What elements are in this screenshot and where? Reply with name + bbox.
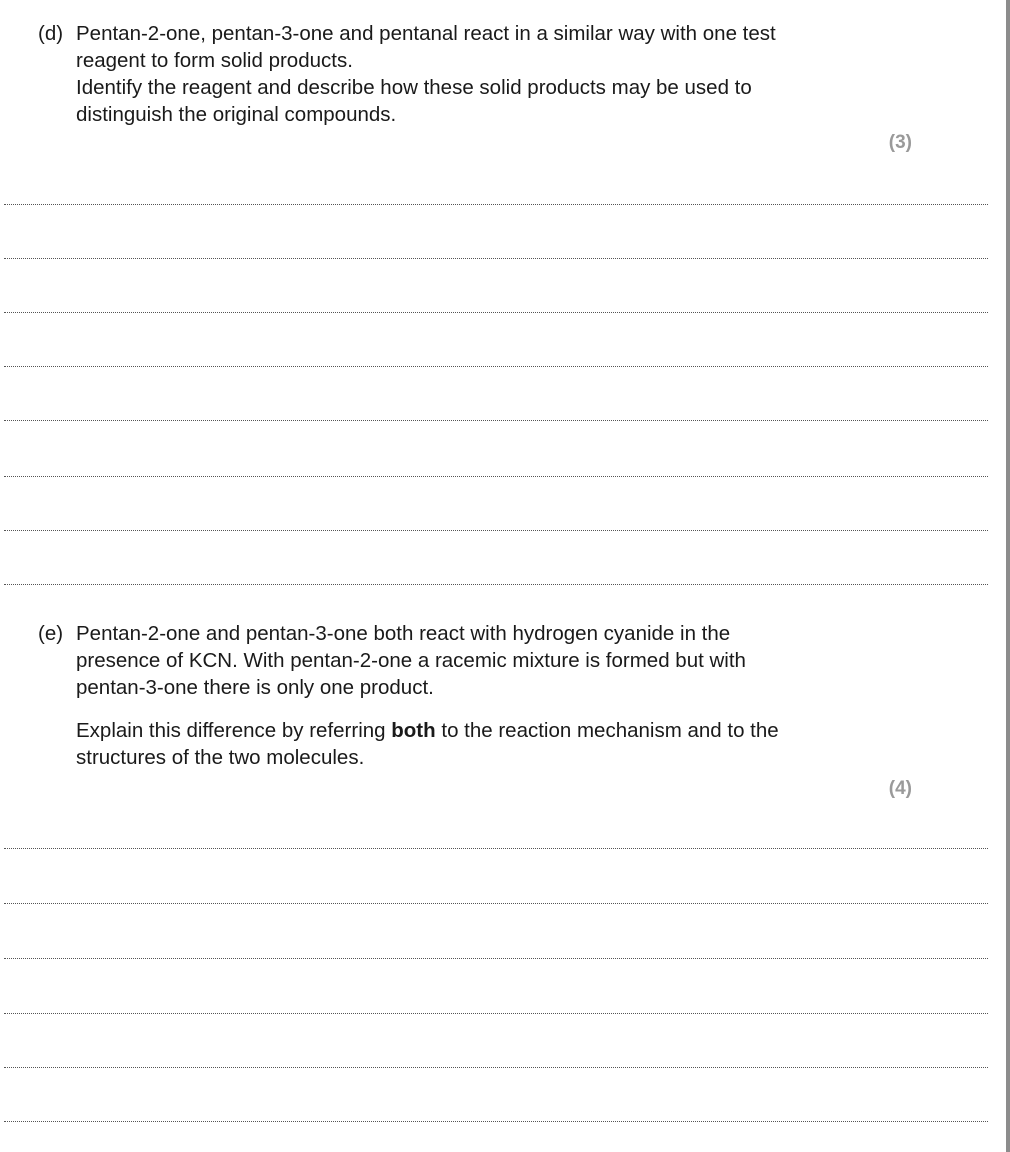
question-e-line-4-pre: Explain this difference by referring: [76, 719, 392, 742]
answer-line-d-8[interactable]: [4, 584, 988, 585]
question-d-line-4: distinguish the original compounds.: [76, 103, 397, 126]
question-e-line-1: Pentan-2-one and pentan-3-one both react with hydrogen cyanide in the: [76, 622, 731, 645]
answer-line-e-2[interactable]: [4, 903, 988, 904]
answer-line-e-4[interactable]: [4, 1013, 988, 1014]
question-e-marks: (4): [888, 778, 912, 799]
question-e-line-4: [76, 717, 858, 744]
question-d-line-1: Pentan-2-one, pentan-3-one and pentanal react in a similar way with one test: [76, 22, 776, 45]
question-d-marks: (3): [888, 132, 912, 153]
answer-line-e-1[interactable]: [4, 848, 988, 849]
question-e-line-5: structures of the two molecules.: [76, 746, 365, 769]
answer-line-e-5[interactable]: [4, 1067, 988, 1068]
question-d-line-2: reagent to form solid products.: [76, 49, 353, 72]
page-right-border: [1006, 0, 1010, 1152]
answer-line-d-5[interactable]: [4, 420, 988, 421]
answer-line-d-2[interactable]: [4, 258, 988, 259]
question-d-text: [76, 20, 858, 128]
answer-line-e-6[interactable]: [4, 1121, 988, 1122]
question-e-label: (e): [38, 622, 64, 645]
answer-line-e-3[interactable]: [4, 958, 988, 959]
question-e-line-3: pentan-3-one there is only one product.: [76, 676, 434, 699]
question-d: [38, 20, 858, 128]
answer-line-d-7[interactable]: [4, 530, 988, 531]
answer-line-d-1[interactable]: [4, 204, 988, 205]
question-e-text: [76, 620, 858, 771]
question-e-emphasis-both: both: [391, 719, 436, 742]
answer-line-d-4[interactable]: [4, 366, 988, 367]
question-d-line-3: Identify the reagent and describe how these solid products may be used to: [76, 76, 752, 99]
question-e-line-4-post: to the reaction mechanism and to the: [435, 719, 779, 742]
question-e: [38, 620, 858, 771]
question-d-label: (d): [38, 22, 64, 45]
answer-line-d-6[interactable]: [4, 476, 988, 477]
answer-line-d-3[interactable]: [4, 312, 988, 313]
question-e-line-2: presence of KCN. With pentan-2-one a racemic mixture is formed but with: [76, 649, 746, 672]
